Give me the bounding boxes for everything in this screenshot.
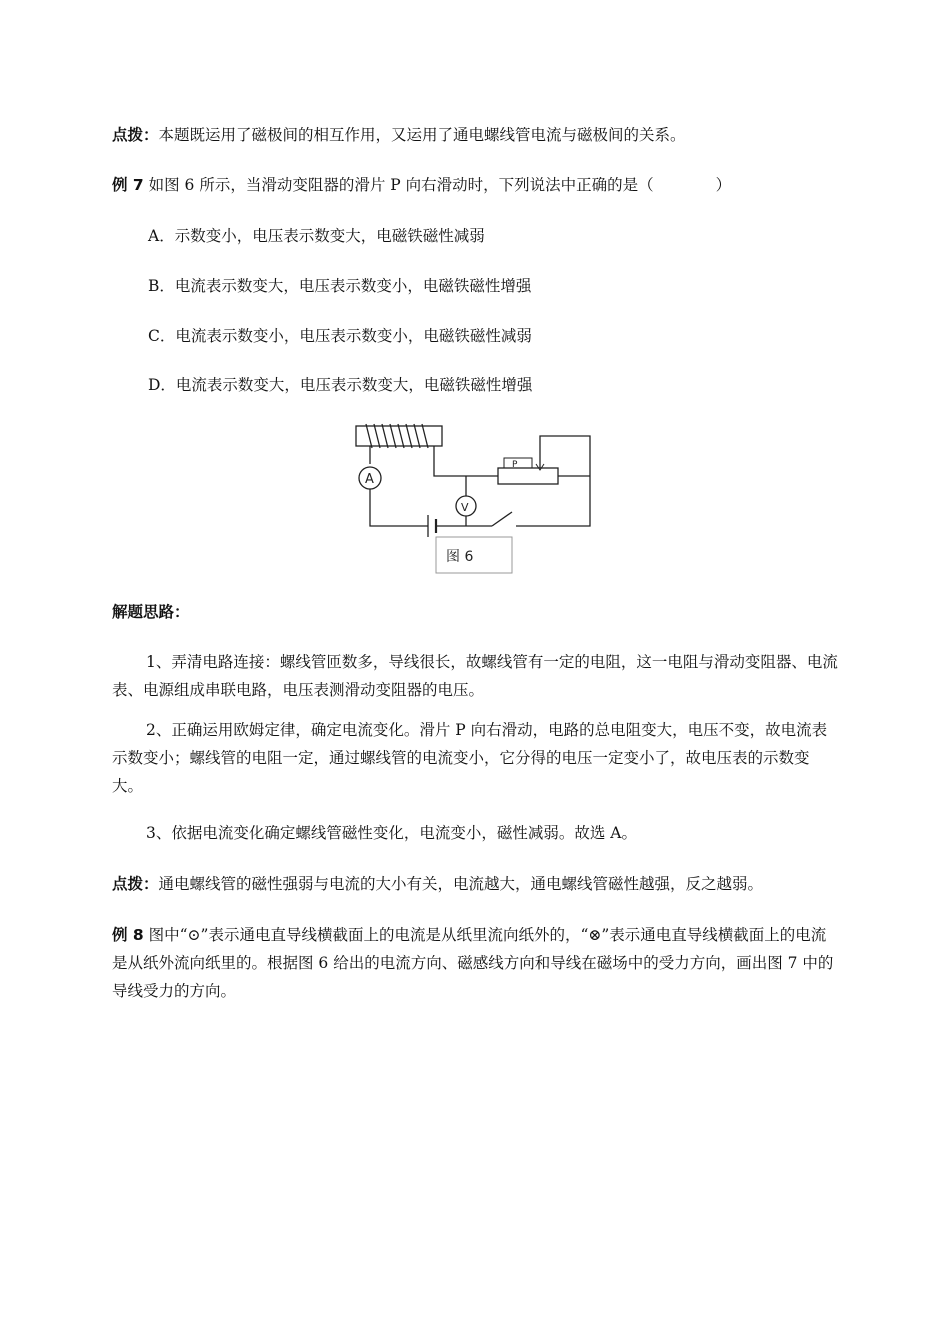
solution-heading	[112, 598, 838, 626]
example-label-8: 例 8	[112, 926, 144, 944]
switch-blade	[492, 512, 512, 526]
figure-caption: 图 6	[446, 549, 474, 565]
example-text-8: 图中“⊙”表示通电直导线横截面上的电流是从纸里流向纸外的，“⊗”表示通电直导线横截面上的电流是从纸外流向纸里的。根据图 6 给出的电流方向、磁感线方向和导线在磁场中的受力方向，画出图 7 中的导线受力的方向。	[112, 926, 834, 1000]
slider-label: P	[512, 460, 518, 470]
rheostat	[498, 468, 558, 484]
voltmeter-label: V	[461, 501, 469, 514]
tip-label: 点拨：	[112, 126, 159, 144]
example-7-question	[112, 171, 838, 199]
circuit-diagram	[350, 418, 600, 576]
option-d: D．电流表示数变大，电压表示数变大，电磁铁磁性增强	[148, 376, 533, 394]
tip-label-2: 点拨：	[112, 875, 159, 893]
coil-windings	[366, 424, 428, 448]
solution-step-2: 2、正确运用欧姆定律，确定电流变化。滑片 P 向右滑动，电路的总电阻变大，电压不变，故电流表示数变小；螺线管的电阻一定，通过螺线管的电流变小，它分得的电压一定变小了，故电压表的示数变大。	[112, 721, 828, 795]
wire-solenoid-right	[434, 446, 498, 476]
option-a: A．示数变小，电压表示数变大，电磁铁磁性减弱	[148, 227, 485, 245]
solution-step-3: 3、依据电流变化确定螺线管磁性变化，电流变小，磁性减弱。故选 A。	[146, 824, 637, 842]
ammeter-label: A	[365, 472, 374, 487]
option-c: C．电流表示数变小，电压表示数变小，电磁铁磁性减弱	[148, 327, 532, 345]
wire-switch-right	[516, 436, 590, 526]
tip-text-2: 通电螺线管的磁性强弱与电流的大小有关，电流越大，通电螺线管磁性越强，反之越弱。	[158, 875, 764, 893]
example-text: 如图 6 所示，当滑动变阻器的滑片 P 向右滑动时，下列说法中正确的是（ ）	[148, 176, 732, 194]
tip-text: 本题既运用了磁极间的相互作用，又运用了通电螺线管电流与磁极间的关系。	[158, 126, 686, 144]
tip-paragraph-2	[112, 870, 838, 898]
example-8-question	[112, 921, 838, 1005]
wire-left-bottom	[370, 489, 428, 526]
slider-box	[504, 458, 532, 468]
solution-heading-text: 解题思路：	[112, 603, 190, 621]
solution-step-1: 1、弄清电路连接：螺线管匝数多，导线很长，故螺线管有一定的电阻，这一电阻与滑动变阻器、电流表、电源组成串联电路，电压表测滑动变阻器的电压。	[112, 653, 838, 699]
example-label: 例 7	[112, 176, 144, 194]
option-b: B．电流表示数变大，电压表示数变小，电磁铁磁性增强	[148, 277, 532, 295]
tip-paragraph-1	[112, 121, 838, 149]
circuit-svg	[350, 418, 600, 576]
